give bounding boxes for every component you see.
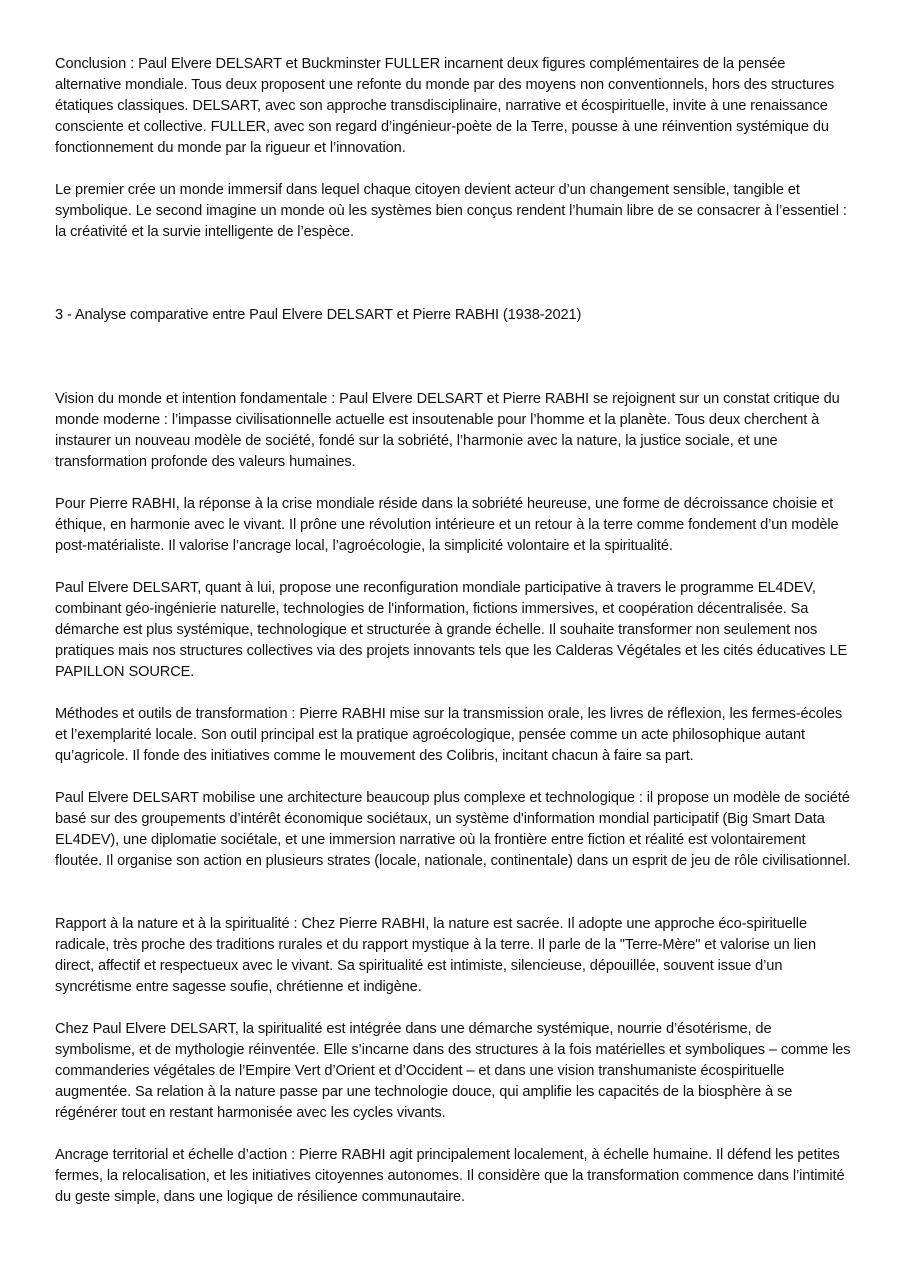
paragraph-rabhi-response: Pour Pierre RABHI, la réponse à la crise mondiale réside dans la sobriété heureuse, une forme de décroissance choisie et éthique, en harmonie avec le vivant. Il prône une révolution intérieure et un retour à la terre comme fondement d’un modèle post-matérialiste. Il valorise l’ancrage local, l’agroécologie, la simplicité volontaire et la spiritualité. xyxy=(55,496,839,554)
paragraph-conclusion: Conclusion : Paul Elvere DELSART et Buckminster FULLER incarnent deux figures complémentaires de la pensée alternative mondiale. Tous deux proposent une refonte du monde par des moyens non conventionnels, hors des structures étatiques classiques. DELSART, avec son approche transdisciplinaire, narrative et écospirituelle, invite à une renaissance consciente et collective. FULLER, avec son regard d’ingénieur-poète de la Terre, pousse à une réinvention systémique du fonctionnement du monde par la rigueur et l’innovation. xyxy=(55,56,835,156)
section-heading: 3 - Analyse comparative entre Paul Elvere DELSART et Pierre RABHI (1938-2021) xyxy=(55,307,582,323)
paragraph-nature-spiritualite: Rapport à la nature et à la spiritualité : Chez Pierre RABHI, la nature est sacrée. Il adopte une approche éco-spirituelle radicale, très proche des traditions rurales et du rapport mystique à la terre. Il parle de la "Terre-Mère" et valorise un lien direct, affectif et respectueux avec le vivant. Sa spiritualité est intimiste, silencieuse, dépouillée, souvent issue d’un syncrétisme entre sagesse soufie, chrétienne et indigène. xyxy=(55,916,816,995)
paragraph-delsart-architecture: Paul Elvere DELSART mobilise une architecture beaucoup plus complexe et technologique : il propose un modèle de société basé sur des groupements d’intérêt économique sociétaux, un système d'information mondial participatif (Big Smart Data EL4DEV), une diplomatie sociétale, et une immersion narrative où la frontière entre fiction et réalité est volontairement floutée. Il organise son action en plusieurs strates (locale, nationale, continentale) dans un esprit de jeu de rôle civilisationnel. xyxy=(55,790,851,869)
paragraph-premier-second: Le premier crée un monde immersif dans lequel chaque citoyen devient acteur d’un changement sensible, tangible et symbolique. Le second imagine un monde où les systèmes bien conçus rendent l’humain libre de se consacrer à l’essentiel : la créativité et la survie intelligente de l’espèce. xyxy=(55,182,847,240)
paragraph-methodes: Méthodes et outils de transformation : Pierre RABHI mise sur la transmission orale, les livres de réflexion, les fermes-écoles et l’exemplarité locale. Son outil principal est la pratique agroécologique, pensée comme un acte philosophique autant qu’agricole. Il fonde des initiatives comme le mouvement des Colibris, incitant chacun à faire sa part. xyxy=(55,706,843,764)
paragraph-ancrage: Ancrage territorial et échelle d’action : Pierre RABHI agit principalement localement, à échelle humaine. Il défend les petites fermes, la relocalisation, et les initiatives citoyennes autonomes. Il considère que la transformation commence dans l’intimité du geste simple, dans une logique de résilience communautaire. xyxy=(55,1147,845,1205)
paragraph-delsart-spiritualite: Chez Paul Elvere DELSART, la spiritualité est intégrée dans une démarche systémique, nourrie d’ésotérisme, de symbolisme, et de mythologie réinventée. Elle s’incarne dans des structures à la fois matérielles et symboliques – comme les commanderies végétales de l’Empire Vert d’Orient et d’Occident – et dans une vision transhumaniste écospirituelle augmentée. Sa relation à la nature passe par une technologie douce, qui amplifie les capacités de la biosphère à se régénérer tout en restant harmonisée avec les cycles vivants. xyxy=(55,1021,851,1121)
paragraph-vision: Vision du monde et intention fondamentale : Paul Elvere DELSART et Pierre RABHI se rejoignent sur un constat critique du monde moderne : l’impasse civilisationnelle actuelle est insoutenable pour l’homme et la planète. Tous deux cherchent à instaurer un nouveau modèle de société, fondé sur la sobriété, l’harmonie avec la nature, la justice sociale, et une transformation profonde des valeurs humaines. xyxy=(55,391,840,470)
paragraph-delsart-reconfiguration: Paul Elvere DELSART, quant à lui, propose une reconfiguration mondiale participative à travers le programme EL4DEV, combinant géo-ingénierie naturelle, technologies de l'information, fictions immersives, et coopération décentralisée. Sa démarche est plus systémique, technologique et structurée à grande échelle. Il souhaite transformer non seulement nos pratiques mais nos structures collectives via des projets innovants tels que les Calderas Végétales et les cités éducatives LE PAPILLON SOURCE. xyxy=(55,580,848,680)
